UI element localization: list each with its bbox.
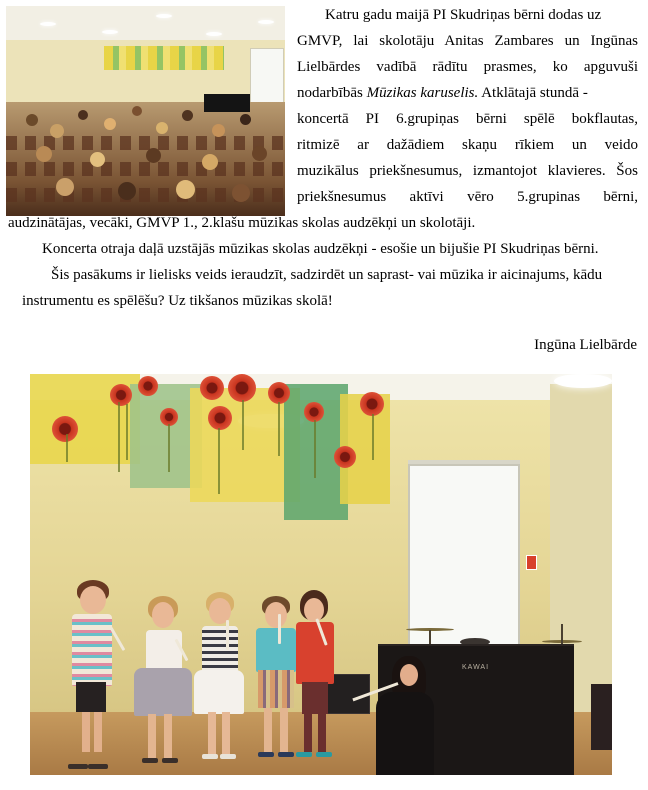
hanging-vine bbox=[314, 420, 316, 478]
paper-flower bbox=[334, 446, 356, 468]
program-title: Mūzikas karuselis. bbox=[366, 85, 479, 101]
audience-member bbox=[232, 184, 250, 202]
paper-flower bbox=[304, 402, 324, 422]
audience-member bbox=[202, 154, 218, 170]
hall-decoration bbox=[104, 46, 224, 70]
hanging-vine bbox=[66, 434, 68, 462]
hanging-vine bbox=[242, 400, 244, 450]
article-text-line: koncertā PI 6.grupiņas bērni spēlē bokflautas, bbox=[297, 111, 638, 127]
paper-flower bbox=[138, 376, 158, 396]
hanging-vine bbox=[218, 428, 220, 494]
audience-member bbox=[146, 148, 161, 163]
article-author: Ingūna Lielbārde bbox=[534, 337, 637, 353]
ceiling-lamp bbox=[258, 20, 274, 24]
article-text-segment: Atklātajā stundā - bbox=[481, 85, 588, 101]
article-text-line: Lielbārdes vadībā rādītu prasmes, ko apguvuši bbox=[297, 59, 638, 75]
paper-flower bbox=[208, 406, 232, 430]
audience-member bbox=[176, 180, 195, 199]
audience-member bbox=[50, 124, 64, 138]
paper-flower bbox=[228, 374, 256, 402]
audience-member bbox=[56, 178, 74, 196]
article-text-line: instrumentu es spēlēšu? Uz tikšanos mūzikas skolā! bbox=[22, 293, 333, 309]
audience-member bbox=[26, 114, 38, 126]
hanging-vine bbox=[372, 414, 374, 460]
piano-brand: KAWAI bbox=[462, 664, 490, 671]
article-text-line: Šis pasākums ir lielisks veids ieraudzīt, sadzirdēt un saprast- vai mūzika ir aicinajums, kādu bbox=[51, 267, 603, 283]
concert-hall-photo bbox=[6, 6, 285, 216]
speaker bbox=[591, 684, 612, 750]
audience-member bbox=[90, 152, 105, 167]
hanging-vine bbox=[126, 404, 128, 460]
ceiling-lamp bbox=[554, 374, 612, 388]
audience-member bbox=[212, 124, 225, 137]
paper-flower bbox=[52, 416, 78, 442]
ceiling-lamp bbox=[102, 30, 118, 34]
paper-flower bbox=[200, 376, 224, 400]
ceiling-lamp bbox=[40, 22, 56, 26]
audience-member bbox=[118, 182, 136, 200]
audience-member bbox=[36, 146, 52, 162]
piano bbox=[204, 94, 250, 112]
article-text-line: Katru gadu maijā PI Skudriņas bērni dodas uz bbox=[325, 7, 602, 23]
article-paragraph: Koncerta otraja daļā uzstājās mūzikas skolas audzēkņi - esošie un bijušie PI Skudriņas bērni. bbox=[42, 241, 599, 257]
hall-window bbox=[250, 48, 284, 108]
audience-member bbox=[132, 106, 142, 116]
article-text-line: GMVP, lai skolotāju Anitas Zambares un Ingūnas bbox=[297, 33, 638, 49]
ceiling-lamp bbox=[206, 32, 222, 36]
audience-member bbox=[78, 110, 88, 120]
audience-member bbox=[252, 146, 267, 161]
audience-member bbox=[240, 114, 251, 125]
audience-member bbox=[156, 122, 168, 134]
paper-flower bbox=[268, 382, 290, 404]
exit-sign bbox=[526, 555, 537, 570]
article-text-line: priekšnesumus aktīvi vēro 5.grupinas bērni, bbox=[297, 189, 638, 205]
article-text-line: audzinātājas, vecāki, GMVP 1., 2.klašu mūzikas skolas audzēkņi un skolotāji. bbox=[8, 215, 476, 231]
paper-flower bbox=[360, 392, 384, 416]
recorder-performance-photo bbox=[30, 374, 612, 775]
article-text-line: muzikālus priekšnesumus, izmantojot klavieres. Šos bbox=[297, 163, 638, 179]
ceiling-lamp bbox=[156, 14, 172, 18]
hanging-vine bbox=[168, 424, 170, 472]
article-text-line bbox=[297, 85, 588, 102]
article-text-segment: nodarbībās bbox=[297, 85, 363, 101]
audience-member bbox=[104, 118, 116, 130]
hanging-vine bbox=[118, 402, 120, 472]
paper-flower bbox=[110, 384, 132, 406]
teacher-face bbox=[400, 664, 418, 686]
hanging-vine bbox=[278, 402, 280, 456]
chair-row bbox=[6, 162, 285, 176]
teacher bbox=[376, 692, 434, 775]
article-text-line: ritmizē ar dažādiem skaņu rīkiem un veido bbox=[297, 137, 638, 153]
audience-member bbox=[182, 110, 193, 121]
